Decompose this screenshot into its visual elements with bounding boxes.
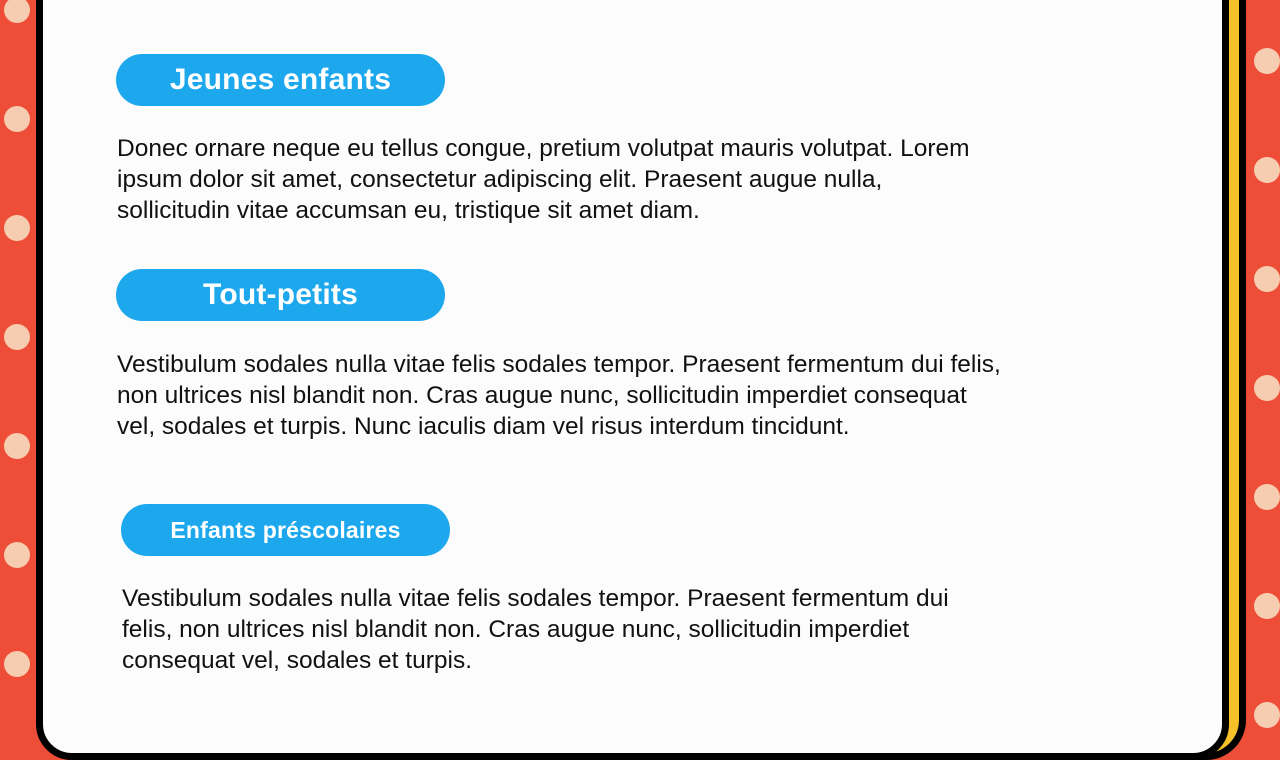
text-line: consequat vel, sodales et turpis. (122, 647, 473, 674)
dot-decoration (1254, 593, 1280, 619)
text-line: Vestibulum sodales nulla vitae felis sodales tempor. Praesent fermentum dui (122, 585, 949, 612)
text-line: Vestibulum sodales nulla vitae felis sodales tempor. Praesent fermentum dui felis, (117, 351, 1001, 378)
section-heading-tout-petits (116, 269, 445, 321)
section-heading-enfants-prescolaires (121, 504, 450, 556)
dot-decoration (4, 215, 30, 241)
dot-decoration (1254, 48, 1280, 74)
left-polka-dot-border (0, 0, 37, 720)
right-polka-dot-border (1245, 0, 1280, 720)
dot-decoration (4, 433, 30, 459)
text-line: non ultrices nisl blandit non. Cras augue nunc, sollicitudin imperdiet consequat (117, 382, 967, 409)
section-heading-jeunes-enfants (116, 54, 445, 106)
heading-text: Jeunes enfants (169, 63, 392, 96)
dot-decoration (1254, 702, 1280, 728)
section-body-enfants-prescolaires (122, 583, 949, 676)
dot-decoration (1254, 266, 1280, 292)
heading-text: Enfants préscolaires (170, 516, 401, 543)
text-line: felis, non ultrices nisl blandit non. Cras augue nunc, sollicitudin imperdiet (122, 616, 910, 643)
section-body-tout-petits (117, 349, 1001, 442)
heading-text: Tout-petits (203, 278, 358, 311)
dot-decoration (1254, 375, 1280, 401)
dot-decoration (1254, 157, 1280, 183)
dot-decoration (4, 324, 30, 350)
text-line: sollicitudin vitae accumsan eu, tristique sit amet diam. (117, 197, 700, 224)
section-body-jeunes-enfants (117, 133, 970, 226)
text-line: vel, sodales et turpis. Nunc iaculis diam vel risus interdum tincidunt. (117, 413, 850, 440)
dot-decoration (4, 0, 30, 23)
dot-decoration (4, 542, 30, 568)
text-line: ipsum dolor sit amet, consectetur adipiscing elit. Praesent augue nulla, (117, 166, 883, 193)
dot-decoration (4, 106, 30, 132)
text-line: Donec ornare neque eu tellus congue, pretium volutpat mauris volutpat. Lorem (117, 135, 970, 162)
dot-decoration (1254, 484, 1280, 510)
dot-decoration (4, 651, 30, 677)
